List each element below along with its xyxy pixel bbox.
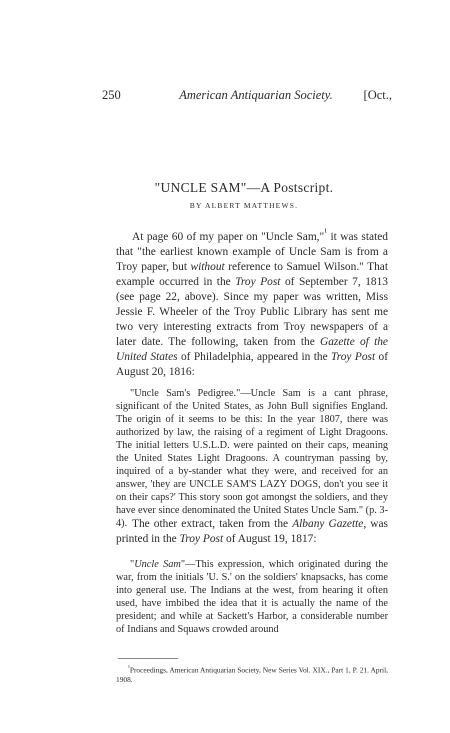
page-number: 250 — [102, 88, 121, 102]
journal-title: American Antiquarian Society. — [179, 88, 333, 102]
article-title: "UNCLE SAM"—A Postscript. — [154, 180, 334, 195]
quote-uncle-sams-pedigree: "Uncle Sam's Pedigree."—Uncle Sam is a cant phrase, significant of the United States, as John Bull signifies England. The origin of it seems to be this: In the year 1807, there was authorized by law, the raising of a regiment of Light Dragoons. The initial letters U.S.L.D. were painted on their caps, meaning the United States Light Dragoons. A countryman passing by, inquired of a by-stander what they were, and received for an answer, 'they are UNCLE SAM'S LAZY DOGS, don't you see it on their caps?' This story soon got amongst the soldiers, and they have ever since denominated the United States Uncle Sam." (p. 3-4). — [116, 388, 388, 529]
running-head — [102, 88, 392, 104]
paragraph-2: The other extract, taken from the Albany Gazette, was printed in the Troy Post of August 19, 1817: — [116, 518, 388, 545]
footnote: $^{^1}$Proceedings, American Antiquarian Society, New Series Vol. XIX., Part 1, P. 21. April, 1908. — [116, 665, 388, 685]
footnote-divider — [118, 658, 178, 659]
byline: BY ALBERT MATTHEWS. — [189, 201, 299, 210]
issue-label: [Oct., — [363, 88, 392, 102]
footnote-ref: ¹ — [324, 228, 328, 238]
quote-uncle-sam-expression: "Uncle Sam"—This expression, which originated during the war, from the initials 'U. S.' on the soldiers' knapsacks, has come into general use. The Indians at the west, from hearing it often used, have imbibed the idea that it is actually the name of the president; and while at Sackett's Harbor, a considerable number of Indians and Squaws crowded around — [116, 559, 388, 635]
paragraph-1: At page 60 of my paper on "Uncle Sam,"$^{^1}$ it was stated that "the earliest known example of Uncle Sam is from a Troy paper, but without reference to Samuel Wilson." That example occurred in the Troy Post of September 7, 1813 (see page 22, above). Since my paper was written, Miss Jessie F. Wheeler of the Troy Public Library has sent me two very interesting extracts from Troy newspapers of a later date. The following, taken from the Gazette of the United States of Philadelphia, appeared in the Troy Post of August 20, 1816: — [116, 228, 389, 378]
